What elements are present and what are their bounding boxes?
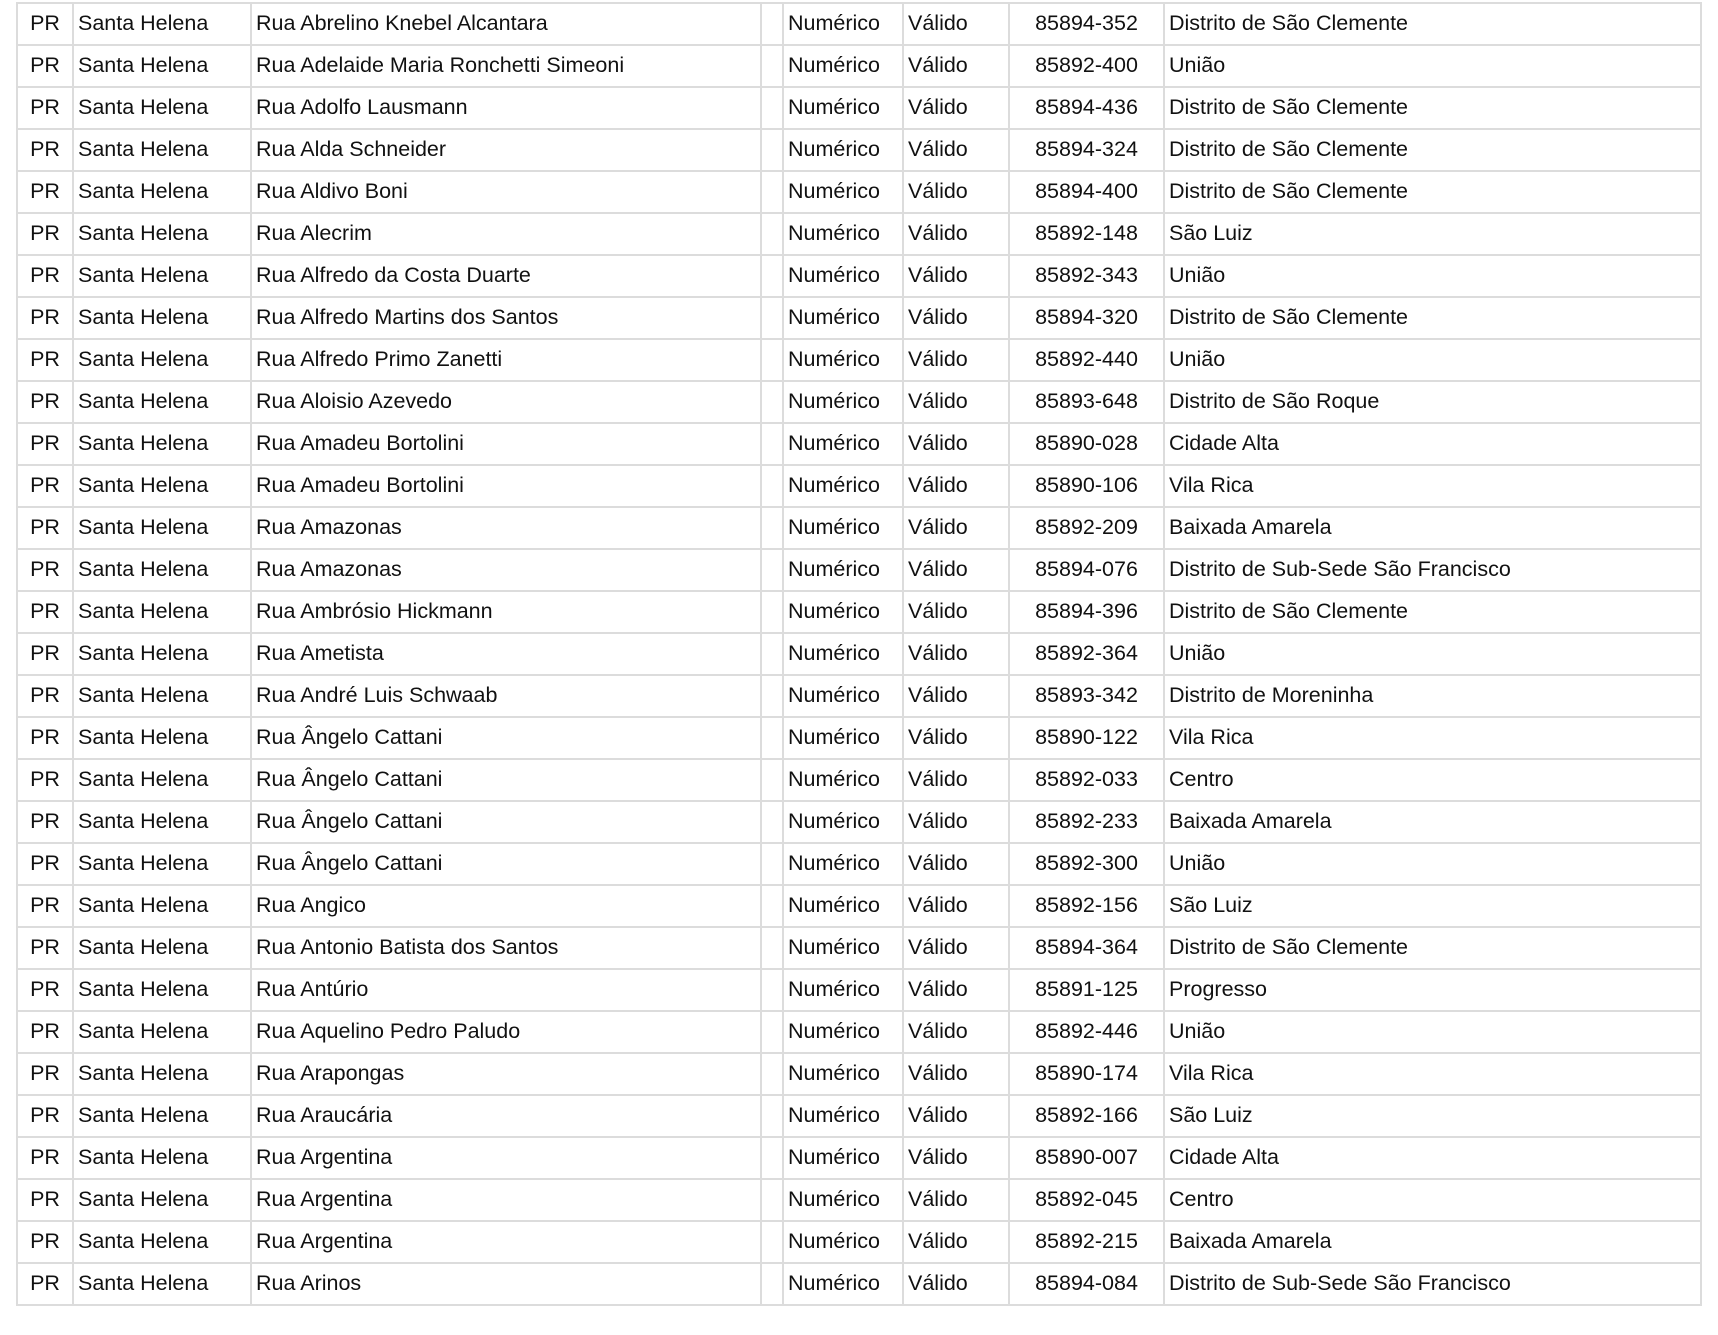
neighborhood-cell: Baixada Amarela: [1164, 507, 1701, 549]
cep-cell: 85892-033: [1009, 759, 1164, 801]
type-cell: Numérico: [783, 171, 903, 213]
street-cell: Rua Argentina: [251, 1221, 761, 1263]
street-cell: Rua Angico: [251, 885, 761, 927]
cep-cell: 85894-400: [1009, 171, 1164, 213]
city-cell: Santa Helena: [73, 843, 251, 885]
neighborhood-cell: Centro: [1164, 759, 1701, 801]
city-cell: Santa Helena: [73, 1137, 251, 1179]
type-cell: Numérico: [783, 633, 903, 675]
status-cell: Válido: [903, 45, 1009, 87]
cep-cell: 85891-125: [1009, 969, 1164, 1011]
street-cell: Rua Amazonas: [251, 549, 761, 591]
city-cell: Santa Helena: [73, 1095, 251, 1137]
neighborhood-cell: Distrito de São Clemente: [1164, 87, 1701, 129]
neighborhood-cell: Distrito de São Clemente: [1164, 3, 1701, 45]
city-cell: Santa Helena: [73, 171, 251, 213]
complement-cell: [761, 633, 783, 675]
street-cell: Rua Aldivo Boni: [251, 171, 761, 213]
complement-cell: [761, 759, 783, 801]
table-row: [17, 381, 1701, 423]
complement-cell: [761, 45, 783, 87]
uf-cell: PR: [17, 1011, 73, 1053]
city-cell: Santa Helena: [73, 297, 251, 339]
cep-cell: 85894-396: [1009, 591, 1164, 633]
city-cell: Santa Helena: [73, 1263, 251, 1305]
table-row: [17, 45, 1701, 87]
table-row: [17, 465, 1701, 507]
uf-cell: PR: [17, 465, 73, 507]
complement-cell: [761, 843, 783, 885]
cep-cell: 85892-364: [1009, 633, 1164, 675]
uf-cell: PR: [17, 1095, 73, 1137]
cep-cell: 85892-300: [1009, 843, 1164, 885]
street-cell: Rua Arapongas: [251, 1053, 761, 1095]
city-cell: Santa Helena: [73, 717, 251, 759]
table-row: [17, 633, 1701, 675]
type-cell: Numérico: [783, 87, 903, 129]
uf-cell: PR: [17, 675, 73, 717]
type-cell: Numérico: [783, 549, 903, 591]
status-cell: Válido: [903, 507, 1009, 549]
uf-cell: PR: [17, 339, 73, 381]
street-cell: Rua Argentina: [251, 1137, 761, 1179]
type-cell: Numérico: [783, 423, 903, 465]
street-cell: Rua Amadeu Bortolini: [251, 423, 761, 465]
uf-cell: PR: [17, 969, 73, 1011]
status-cell: Válido: [903, 213, 1009, 255]
status-cell: Válido: [903, 255, 1009, 297]
cep-cell: 85892-209: [1009, 507, 1164, 549]
status-cell: Válido: [903, 1263, 1009, 1305]
uf-cell: PR: [17, 381, 73, 423]
uf-cell: PR: [17, 507, 73, 549]
city-cell: Santa Helena: [73, 45, 251, 87]
uf-cell: PR: [17, 927, 73, 969]
city-cell: Santa Helena: [73, 801, 251, 843]
city-cell: Santa Helena: [73, 507, 251, 549]
city-cell: Santa Helena: [73, 1011, 251, 1053]
status-cell: Válido: [903, 759, 1009, 801]
type-cell: Numérico: [783, 255, 903, 297]
uf-cell: PR: [17, 717, 73, 759]
street-cell: Rua Aquelino Pedro Paludo: [251, 1011, 761, 1053]
uf-cell: PR: [17, 129, 73, 171]
uf-cell: PR: [17, 255, 73, 297]
table-row: [17, 801, 1701, 843]
cep-cell: 85892-446: [1009, 1011, 1164, 1053]
city-cell: Santa Helena: [73, 213, 251, 255]
status-cell: Válido: [903, 1137, 1009, 1179]
city-cell: Santa Helena: [73, 969, 251, 1011]
cep-cell: 85893-342: [1009, 675, 1164, 717]
cep-cell: 85890-106: [1009, 465, 1164, 507]
status-cell: Válido: [903, 3, 1009, 45]
cep-cell: 85892-215: [1009, 1221, 1164, 1263]
status-cell: Válido: [903, 465, 1009, 507]
cep-cell: 85890-028: [1009, 423, 1164, 465]
table-row: [17, 1137, 1701, 1179]
cep-cell: 85894-076: [1009, 549, 1164, 591]
uf-cell: PR: [17, 213, 73, 255]
neighborhood-cell: Distrito de São Clemente: [1164, 171, 1701, 213]
table-row: [17, 759, 1701, 801]
status-cell: Válido: [903, 1053, 1009, 1095]
type-cell: Numérico: [783, 927, 903, 969]
neighborhood-cell: Cidade Alta: [1164, 1137, 1701, 1179]
cep-cell: 85892-045: [1009, 1179, 1164, 1221]
street-cell: Rua Antonio Batista dos Santos: [251, 927, 761, 969]
complement-cell: [761, 1011, 783, 1053]
uf-cell: PR: [17, 1221, 73, 1263]
status-cell: Válido: [903, 339, 1009, 381]
neighborhood-cell: União: [1164, 339, 1701, 381]
table-row: [17, 129, 1701, 171]
uf-cell: PR: [17, 87, 73, 129]
cep-cell: 85894-084: [1009, 1263, 1164, 1305]
table-row: [17, 885, 1701, 927]
cep-cell: 85892-400: [1009, 45, 1164, 87]
type-cell: Numérico: [783, 675, 903, 717]
city-cell: Santa Helena: [73, 423, 251, 465]
type-cell: Numérico: [783, 339, 903, 381]
table-row: [17, 3, 1701, 45]
neighborhood-cell: Cidade Alta: [1164, 423, 1701, 465]
street-cell: Rua Argentina: [251, 1179, 761, 1221]
neighborhood-cell: Distrito de São Roque: [1164, 381, 1701, 423]
cep-cell: 85894-324: [1009, 129, 1164, 171]
table-row: [17, 927, 1701, 969]
table-row: [17, 297, 1701, 339]
neighborhood-cell: Distrito de São Clemente: [1164, 129, 1701, 171]
uf-cell: PR: [17, 801, 73, 843]
table-row: [17, 423, 1701, 465]
neighborhood-cell: Distrito de Moreninha: [1164, 675, 1701, 717]
street-cell: Rua Ametista: [251, 633, 761, 675]
street-cell: Rua Araucária: [251, 1095, 761, 1137]
complement-cell: [761, 885, 783, 927]
status-cell: Válido: [903, 591, 1009, 633]
uf-cell: PR: [17, 633, 73, 675]
cep-cell: 85892-156: [1009, 885, 1164, 927]
type-cell: Numérico: [783, 759, 903, 801]
complement-cell: [761, 1179, 783, 1221]
cep-cell: 85894-352: [1009, 3, 1164, 45]
street-cell: Rua Antúrio: [251, 969, 761, 1011]
type-cell: Numérico: [783, 843, 903, 885]
complement-cell: [761, 507, 783, 549]
street-cell: Rua Ângelo Cattani: [251, 717, 761, 759]
city-cell: Santa Helena: [73, 87, 251, 129]
table-row: [17, 1221, 1701, 1263]
complement-cell: [761, 339, 783, 381]
neighborhood-cell: São Luiz: [1164, 1095, 1701, 1137]
street-cell: Rua Adolfo Lausmann: [251, 87, 761, 129]
city-cell: Santa Helena: [73, 381, 251, 423]
neighborhood-cell: União: [1164, 45, 1701, 87]
neighborhood-cell: Distrito de São Clemente: [1164, 297, 1701, 339]
neighborhood-cell: Baixada Amarela: [1164, 801, 1701, 843]
table-row: [17, 969, 1701, 1011]
type-cell: Numérico: [783, 45, 903, 87]
street-cell: Rua Abrelino Knebel Alcantara: [251, 3, 761, 45]
table-row: [17, 1263, 1701, 1305]
street-cell: Rua Alecrim: [251, 213, 761, 255]
uf-cell: PR: [17, 591, 73, 633]
city-cell: Santa Helena: [73, 1221, 251, 1263]
city-cell: Santa Helena: [73, 339, 251, 381]
table-row: [17, 87, 1701, 129]
city-cell: Santa Helena: [73, 1053, 251, 1095]
table-row: [17, 591, 1701, 633]
neighborhood-cell: Baixada Amarela: [1164, 1221, 1701, 1263]
complement-cell: [761, 591, 783, 633]
status-cell: Válido: [903, 87, 1009, 129]
uf-cell: PR: [17, 171, 73, 213]
complement-cell: [761, 3, 783, 45]
table-row: [17, 843, 1701, 885]
status-cell: Válido: [903, 675, 1009, 717]
complement-cell: [761, 1263, 783, 1305]
street-cell: Rua Ângelo Cattani: [251, 843, 761, 885]
complement-cell: [761, 717, 783, 759]
type-cell: Numérico: [783, 717, 903, 759]
type-cell: Numérico: [783, 213, 903, 255]
neighborhood-cell: Vila Rica: [1164, 1053, 1701, 1095]
cep-cell: 85894-436: [1009, 87, 1164, 129]
status-cell: Válido: [903, 549, 1009, 591]
type-cell: Numérico: [783, 465, 903, 507]
neighborhood-cell: Distrito de São Clemente: [1164, 927, 1701, 969]
complement-cell: [761, 381, 783, 423]
city-cell: Santa Helena: [73, 129, 251, 171]
type-cell: Numérico: [783, 1263, 903, 1305]
cep-cell: 85894-320: [1009, 297, 1164, 339]
type-cell: Numérico: [783, 1221, 903, 1263]
uf-cell: PR: [17, 1137, 73, 1179]
uf-cell: PR: [17, 885, 73, 927]
table-row: [17, 507, 1701, 549]
neighborhood-cell: União: [1164, 633, 1701, 675]
city-cell: Santa Helena: [73, 759, 251, 801]
table-row: [17, 171, 1701, 213]
complement-cell: [761, 675, 783, 717]
status-cell: Válido: [903, 633, 1009, 675]
complement-cell: [761, 801, 783, 843]
complement-cell: [761, 969, 783, 1011]
street-cell: Rua Amazonas: [251, 507, 761, 549]
neighborhood-cell: Vila Rica: [1164, 465, 1701, 507]
neighborhood-cell: União: [1164, 255, 1701, 297]
uf-cell: PR: [17, 1053, 73, 1095]
complement-cell: [761, 129, 783, 171]
uf-cell: PR: [17, 1179, 73, 1221]
uf-cell: PR: [17, 3, 73, 45]
complement-cell: [761, 213, 783, 255]
uf-cell: PR: [17, 297, 73, 339]
neighborhood-cell: Distrito de Sub-Sede São Francisco: [1164, 1263, 1701, 1305]
table-row: [17, 1095, 1701, 1137]
status-cell: Válido: [903, 1179, 1009, 1221]
street-cell: Rua Ambrósio Hickmann: [251, 591, 761, 633]
city-cell: Santa Helena: [73, 591, 251, 633]
cep-cell: 85890-122: [1009, 717, 1164, 759]
table-row: [17, 549, 1701, 591]
table-row: [17, 213, 1701, 255]
table-row: [17, 1053, 1701, 1095]
city-cell: Santa Helena: [73, 927, 251, 969]
uf-cell: PR: [17, 1263, 73, 1305]
complement-cell: [761, 1221, 783, 1263]
uf-cell: PR: [17, 423, 73, 465]
complement-cell: [761, 1053, 783, 1095]
type-cell: Numérico: [783, 3, 903, 45]
street-cell: Rua André Luis Schwaab: [251, 675, 761, 717]
type-cell: Numérico: [783, 801, 903, 843]
complement-cell: [761, 171, 783, 213]
cep-cell: 85893-648: [1009, 381, 1164, 423]
cep-cell: 85894-364: [1009, 927, 1164, 969]
status-cell: Válido: [903, 885, 1009, 927]
cep-cell: 85892-440: [1009, 339, 1164, 381]
type-cell: Numérico: [783, 381, 903, 423]
neighborhood-cell: São Luiz: [1164, 213, 1701, 255]
neighborhood-cell: São Luiz: [1164, 885, 1701, 927]
status-cell: Válido: [903, 423, 1009, 465]
street-cell: Rua Alda Schneider: [251, 129, 761, 171]
type-cell: Numérico: [783, 591, 903, 633]
complement-cell: [761, 255, 783, 297]
uf-cell: PR: [17, 45, 73, 87]
complement-cell: [761, 549, 783, 591]
complement-cell: [761, 423, 783, 465]
table-row: [17, 255, 1701, 297]
uf-cell: PR: [17, 759, 73, 801]
status-cell: Válido: [903, 801, 1009, 843]
table-row: [17, 717, 1701, 759]
table-row: [17, 675, 1701, 717]
status-cell: Válido: [903, 381, 1009, 423]
neighborhood-cell: Progresso: [1164, 969, 1701, 1011]
type-cell: Numérico: [783, 129, 903, 171]
complement-cell: [761, 465, 783, 507]
type-cell: Numérico: [783, 885, 903, 927]
status-cell: Válido: [903, 297, 1009, 339]
status-cell: Válido: [903, 843, 1009, 885]
cep-cell: 85892-148: [1009, 213, 1164, 255]
status-cell: Válido: [903, 927, 1009, 969]
type-cell: Numérico: [783, 1095, 903, 1137]
table-row: [17, 1179, 1701, 1221]
complement-cell: [761, 87, 783, 129]
cep-cell: 85890-174: [1009, 1053, 1164, 1095]
status-cell: Válido: [903, 1221, 1009, 1263]
complement-cell: [761, 1095, 783, 1137]
type-cell: Numérico: [783, 1137, 903, 1179]
status-cell: Válido: [903, 969, 1009, 1011]
street-cell: Rua Aloisio Azevedo: [251, 381, 761, 423]
neighborhood-cell: Centro: [1164, 1179, 1701, 1221]
street-cell: Rua Alfredo da Costa Duarte: [251, 255, 761, 297]
neighborhood-cell: Vila Rica: [1164, 717, 1701, 759]
cep-cell: 85892-166: [1009, 1095, 1164, 1137]
status-cell: Válido: [903, 717, 1009, 759]
complement-cell: [761, 1137, 783, 1179]
city-cell: Santa Helena: [73, 633, 251, 675]
street-cell: Rua Ângelo Cattani: [251, 801, 761, 843]
complement-cell: [761, 927, 783, 969]
city-cell: Santa Helena: [73, 549, 251, 591]
neighborhood-cell: Distrito de São Clemente: [1164, 591, 1701, 633]
status-cell: Válido: [903, 1095, 1009, 1137]
table-row: [17, 1011, 1701, 1053]
city-cell: Santa Helena: [73, 255, 251, 297]
street-cell: Rua Ângelo Cattani: [251, 759, 761, 801]
uf-cell: PR: [17, 549, 73, 591]
neighborhood-cell: União: [1164, 1011, 1701, 1053]
type-cell: Numérico: [783, 969, 903, 1011]
city-cell: Santa Helena: [73, 3, 251, 45]
neighborhood-cell: União: [1164, 843, 1701, 885]
status-cell: Válido: [903, 129, 1009, 171]
type-cell: Numérico: [783, 1053, 903, 1095]
street-cell: Rua Amadeu Bortolini: [251, 465, 761, 507]
status-cell: Válido: [903, 171, 1009, 213]
city-cell: Santa Helena: [73, 465, 251, 507]
type-cell: Numérico: [783, 507, 903, 549]
cep-cell: 85890-007: [1009, 1137, 1164, 1179]
city-cell: Santa Helena: [73, 885, 251, 927]
table-body: [17, 3, 1701, 1305]
street-cell: Rua Alfredo Martins dos Santos: [251, 297, 761, 339]
type-cell: Numérico: [783, 297, 903, 339]
type-cell: Numérico: [783, 1011, 903, 1053]
city-cell: Santa Helena: [73, 675, 251, 717]
street-cell: Rua Arinos: [251, 1263, 761, 1305]
table-row: [17, 339, 1701, 381]
cep-cell: 85892-343: [1009, 255, 1164, 297]
city-cell: Santa Helena: [73, 1179, 251, 1221]
status-cell: Válido: [903, 1011, 1009, 1053]
cep-table: [16, 2, 1702, 1306]
neighborhood-cell: Distrito de Sub-Sede São Francisco: [1164, 549, 1701, 591]
street-cell: Rua Alfredo Primo Zanetti: [251, 339, 761, 381]
complement-cell: [761, 297, 783, 339]
cep-cell: 85892-233: [1009, 801, 1164, 843]
type-cell: Numérico: [783, 1179, 903, 1221]
uf-cell: PR: [17, 843, 73, 885]
street-cell: Rua Adelaide Maria Ronchetti Simeoni: [251, 45, 761, 87]
